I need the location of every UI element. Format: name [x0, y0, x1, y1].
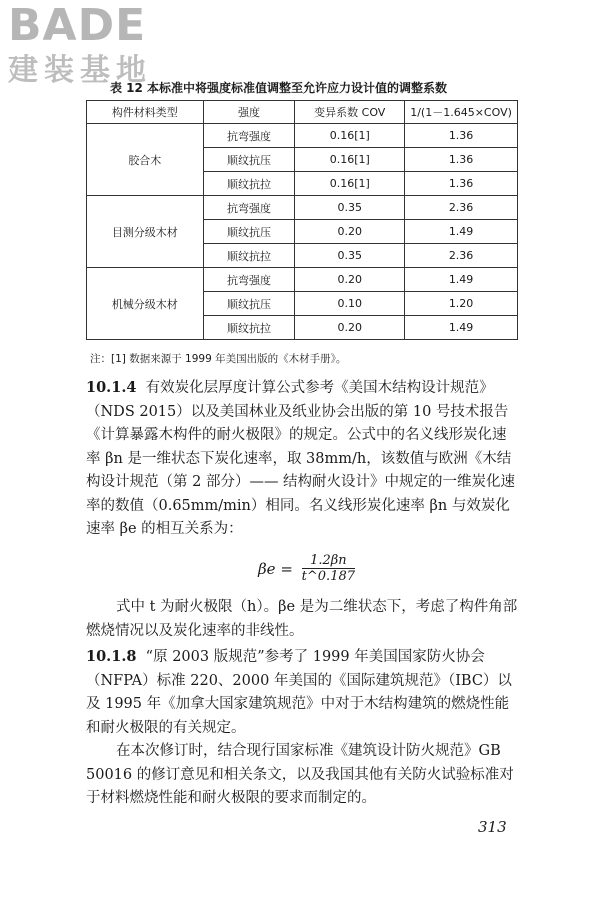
factor-cell: 1.36: [405, 148, 518, 172]
factor-cell: 1.49: [405, 316, 518, 340]
table-row: [87, 196, 518, 220]
table-note: 注：[1] 数据来源于 1999 年美国出版的《木材手册》。: [90, 353, 347, 365]
factor-cell: 1.20: [405, 292, 518, 316]
revision-paragraph: 在本次修订时，结合现行国家标准《建筑设计防火规范》GB 50016 的修订意见和相关条文，以及我国其他有关防火试验标准对于材料燃烧性能和耐火极限的要求而制定的。: [86, 743, 514, 806]
cov-cell: 0.20: [295, 316, 405, 340]
strength-cell: 顺纹抗压: [203, 148, 295, 172]
header-factor: 1/(1－1.645×COV): [405, 101, 518, 124]
formula-denominator: t^0.187: [301, 569, 356, 584]
cov-cell: 0.35: [295, 196, 405, 220]
page-number: 313: [478, 818, 507, 836]
factor-cell: 1.49: [405, 220, 518, 244]
formula-explanation: 式中 t 为耐火极限（h）。βe 是为二维状态下，考虑了构件角部燃烧情况以及炭化速率的非线性。: [86, 599, 518, 639]
table-caption: 表 12 本标准中将强度标准值调整至允许应力设计值的调整系数: [110, 81, 448, 95]
header-strength: 强度: [203, 101, 295, 124]
clause-text: 有效炭化层厚度计算公式参考《美国木结构设计规范》（NDS 2015）以及美国林业及纸业协会出版的第 10 号技术报告《计算暴露木构件的耐火极限》的规定。公式中的名义线形炭化速率 βn 是一维状态下炭化速率，取 38mm/h，该数值与欧洲《木结构设计规范（第 2 部分）—— 结构耐火设计》中规定的一维炭化速率的数值（0.65mm/min）相同。名义线形炭化速率 βn 与效炭化速率 βe 的相互关系为：: [86, 380, 516, 537]
clause-text: “原 2003 版规范”参考了 1999 年美国国家防火协会（NFPA）标准 220、2000 年美国的《国际建筑规范》（IBC）以及 1995 年《加拿大国家建筑规范》中对于木结构建筑的燃烧性能和耐火极限的有关规定。: [86, 649, 512, 736]
strength-cell: 顺纹抗拉: [203, 172, 295, 196]
factor-cell: 1.36: [405, 124, 518, 148]
header-cov: 变异系数 COV: [295, 101, 405, 124]
material-type-cell: 机械分级木材: [87, 268, 204, 340]
formula-fraction: [302, 553, 355, 584]
cov-cell: 0.10: [295, 292, 405, 316]
table-header-row: [87, 101, 518, 124]
formula-lhs: βe =: [258, 559, 293, 578]
clause-10-1-4: [86, 376, 518, 542]
factor-cell: 1.36: [405, 172, 518, 196]
watermark-bottom: 建装基地: [8, 53, 152, 88]
strength-cell: 抗弯强度: [203, 124, 295, 148]
strength-cell: 抗弯强度: [203, 196, 295, 220]
clause-number: 10.1.8: [86, 648, 137, 665]
header-material-type: 构件材料类型: [87, 101, 204, 124]
strength-cell: 顺纹抗压: [203, 220, 295, 244]
material-type-cell: 胶合木: [87, 124, 204, 196]
cov-cell: 0.16[1]: [295, 124, 405, 148]
cov-cell: 0.20: [295, 220, 405, 244]
formula-numerator: 1.2βn: [302, 553, 355, 569]
factor-cell: 2.36: [405, 244, 518, 268]
cov-cell: 0.16[1]: [295, 148, 405, 172]
strength-cell: 顺纹抗压: [203, 292, 295, 316]
watermark-top: BADE: [8, 0, 147, 51]
factor-cell: 1.49: [405, 268, 518, 292]
strength-cell: 顺纹抗拉: [203, 316, 295, 340]
factor-cell: 2.36: [405, 196, 518, 220]
charring-formula: [258, 553, 355, 584]
adjustment-factor-table: [86, 100, 518, 340]
table-row: [87, 268, 518, 292]
strength-cell: 抗弯强度: [203, 268, 295, 292]
strength-cell: 顺纹抗拉: [203, 244, 295, 268]
cov-cell: 0.35: [295, 244, 405, 268]
table-row: [87, 124, 518, 148]
clause-10-1-8: [86, 645, 518, 740]
clause-number: 10.1.4: [86, 379, 137, 396]
cov-cell: 0.16[1]: [295, 172, 405, 196]
material-type-cell: 目测分级木材: [87, 196, 204, 268]
cov-cell: 0.20: [295, 268, 405, 292]
